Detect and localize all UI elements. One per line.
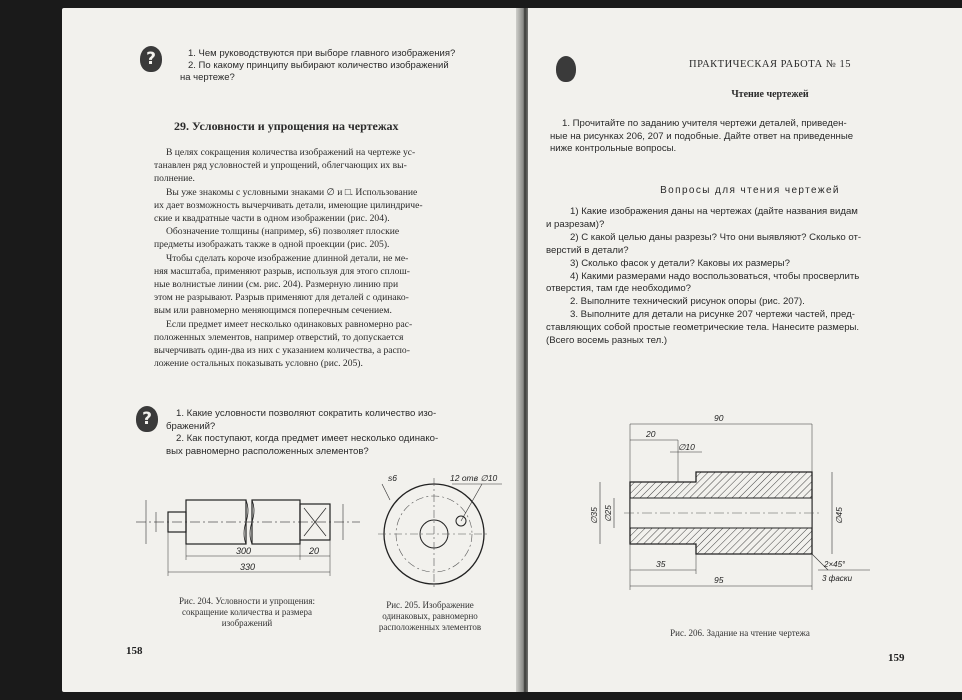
body-line: ские и квадратные части в одном изображении (рис. 204). [154, 213, 390, 225]
right-page [528, 8, 962, 692]
caption-line: Рис. 205. Изображение [386, 600, 474, 610]
fig206-dim-d10: ∅10 [678, 442, 695, 452]
question-line: 1. Какие условности позволяют сократить количество изо- [176, 408, 437, 419]
figure-204-drawing [128, 474, 368, 584]
page-number-right: 159 [888, 652, 905, 664]
fig206-dim-chamfer-count: 3 фаски [822, 574, 853, 583]
caption-line: Рис. 204. Условности и упрощения: [179, 596, 315, 606]
caption-line: сокращение количества и размера [182, 607, 312, 617]
body-line: ные волнистые линии (см. рис. 204). Размерную линию при [154, 279, 399, 291]
question-line: 2. Как поступают, когда предмет имеет несколько одинако- [176, 433, 439, 444]
reading-questions [546, 206, 956, 348]
body-line: предметы изображать также в одной проекции (рис. 205). [154, 239, 390, 251]
question-line: 4) Какими размерами надо воспользоваться, чтобы просверлить [570, 270, 860, 282]
work-title: ПРАКТИЧЕСКАЯ РАБОТА № 15 [689, 59, 851, 70]
work-intro [550, 118, 955, 156]
figure-205-caption [360, 600, 500, 633]
fig206-dim-chamfer: 2×45° [824, 560, 846, 569]
body-line: няя масштаба, применяют разрыв, используя для этого сплош- [154, 265, 410, 277]
question-line: 2) С какой целью даны разрезы? Что они выявляют? Сколько от- [570, 231, 862, 243]
fig206-dim-35: 35 [656, 559, 666, 569]
section-body [154, 146, 504, 370]
questions-title: Вопросы для чтения чертежей [660, 185, 840, 196]
question-line: на чертеже? [180, 72, 235, 83]
section-title: 29. Условности и упрощения на чертежах [174, 119, 399, 133]
figure-206-caption: Рис. 206. Задание на чтение чертежа [670, 628, 810, 638]
intro-line: ные на рисунках 206, 207 и подобные. Дайте ответ на приведенные [550, 130, 854, 142]
fig206-dim-95: 95 [714, 575, 724, 585]
question-line: 3) Сколько фасок у детали? Каковы их размеры? [570, 257, 790, 269]
body-line: В целях сокращения количества изображений на чертеже ус- [166, 147, 416, 158]
question-line: (Всего восемь разных тел.) [546, 335, 668, 347]
question-line: 3. Выполните для детали на рисунке 207 чертежи частей, пред- [570, 309, 855, 321]
fig206-dim-d45: ∅45 [834, 507, 844, 524]
question-icon: ? [140, 46, 162, 72]
question-line: верстий в детали? [546, 244, 629, 256]
figure-204-caption [132, 596, 362, 629]
fig205-dim-holes: 12 отв ∅10 [450, 473, 498, 483]
body-line: вычерчивать один-два из них с указанием количества, а распо- [154, 345, 410, 357]
caption-line: изображений [221, 618, 273, 628]
fig206-dim-d35: ∅35 [589, 507, 599, 524]
body-line: Если предмет имеет несколько одинаковых равномерно рас- [166, 318, 413, 330]
question-line: и разрезам)? [546, 218, 605, 230]
section-questions [166, 408, 506, 458]
caption-line: одинаковых, равномерно [382, 611, 478, 621]
intro-line: 1. Прочитайте по заданию учителя чертежи деталей, приведен- [562, 118, 847, 129]
body-line: Обозначение толщины (например, s6) позволяет плоские [166, 226, 400, 238]
question-icon: ? [136, 406, 158, 432]
page-number-left: 158 [126, 645, 143, 657]
fig205-dim-s6: s6 [388, 473, 397, 483]
fig206-dim-d25: ∅25 [603, 505, 613, 522]
question-line: 2. По какому принципу выбирают количество изображений [188, 60, 449, 71]
body-line: ложение остальных показывать условно (рис. 205). [154, 358, 363, 370]
top-questions [180, 48, 510, 84]
fig206-dim-20: 20 [646, 429, 656, 439]
fig206-dim-90: 90 [714, 413, 724, 423]
left-page [62, 8, 520, 692]
question-line: бражений? [166, 420, 216, 432]
question-line: вых равномерно расположенных элементов? [166, 445, 369, 457]
body-line: полнение. [154, 173, 195, 185]
practical-work-icon [556, 56, 576, 82]
body-line: их дает возможность вычерчивать детали, имеющие цилиндриче- [154, 199, 423, 211]
body-line: танавлен ряд условностей и упрощений, облегчающих их вы- [154, 160, 407, 172]
figure-205-drawing [372, 468, 507, 593]
question-line: 1) Какие изображения даны на чертежах (дайте названия видам [570, 206, 858, 217]
caption-line: расположенных элементов [378, 622, 482, 632]
question-line: ставляющих собой простые геометрические тела. Нанесите размеры. [546, 322, 860, 334]
question-line: 2. Выполните технический рисунок опоры (рис. 207). [570, 296, 805, 308]
fig204-dim-20: 20 [309, 546, 320, 556]
work-subtitle: Чтение чертежей [731, 89, 809, 100]
intro-line: ниже контрольные вопросы. [550, 143, 677, 154]
body-line: Чтобы сделать короче изображение длинной детали, не ме- [166, 252, 409, 264]
body-line: этом не разрывают. Разрыв применяют для деталей с одинако- [154, 292, 409, 304]
body-line: положенных элементов, например отверстий, то допускается [154, 331, 404, 343]
figure-206-drawing [578, 404, 878, 604]
body-line: Вы уже знакомы с условными знаками ∅ и □. Использование [166, 186, 418, 198]
fig204-dim-300: 300 [236, 546, 252, 556]
question-line: 1. Чем руководствуются при выборе главного изображения? [188, 48, 456, 59]
body-line: вым или равномерно меняющимся поперечным сечением. [154, 305, 392, 317]
fig204-dim-330: 330 [240, 562, 256, 572]
question-line: отверстия, там где необходимо? [546, 283, 691, 295]
